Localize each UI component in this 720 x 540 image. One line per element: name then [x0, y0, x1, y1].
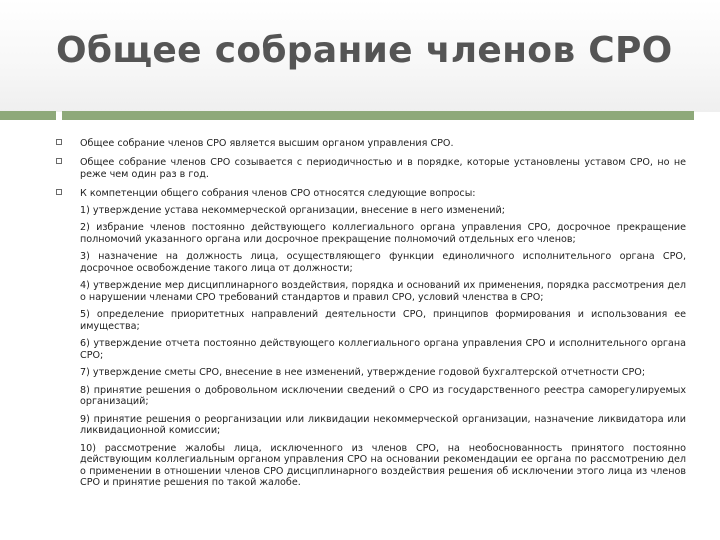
- competence-item: 1) утверждение устава некоммерческой организации, внесение в него изменений;: [80, 204, 505, 216]
- competence-item: 2) избрание членов постоянно действующего коллегиального органа управления СРО, досрочное прекращение полномочий указанного органа или досрочное прекращение полномочий отдельных его членов;: [80, 222, 686, 245]
- page-title: Общее собрание членов СРО: [56, 30, 673, 71]
- bullet-item: [56, 188, 686, 199]
- competence-item: 7) утверждение сметы СРО, внесение в нее изменений, утверждение годовой бухгалтерской отчетности СРО;: [80, 367, 646, 379]
- competence-item: 6) утверждение отчета постоянно действующего коллегиального органа управления СРО и исполнительного органа СРО;: [80, 338, 686, 361]
- bullet-item: [56, 157, 686, 180]
- competence-item: 3) назначение на должность лица, осуществляющего функции единоличного исполнительного органа СРО, досрочное освобождение такого лица от должности;: [80, 251, 686, 274]
- competence-item: 4) утверждение мер дисциплинарного воздействия, порядка и оснований их применения, порядка рассмотрения дел о нарушении членами СРО требований стандартов и правил СРО, условий членства в СРО;: [80, 280, 686, 303]
- bullet-item: [56, 138, 686, 149]
- competence-item: 5) определение приоритетных направлений деятельности СРО, принципов формирования и использования ее имущества;: [80, 309, 686, 332]
- bullet-text: К компетенции общего собрания членов СРО относятся следующие вопросы:: [80, 188, 476, 200]
- competence-item: 10) рассмотрение жалобы лица, исключенного из членов СРО, на необоснованность принятого постоянно действующим коллегиальным органом управления СРО на основании рекомендации ее органа по рассмотрению дел о применении в отношении членов СРО дисциплинарного воздействия решения об исключении этого лица из членов СРО и принятие решения по такой жалобе.: [80, 442, 686, 489]
- competence-item: 9) принятие решения о реорганизации или ликвидации некоммерческой организации, назначение ликвидатора или ликвидационной комиссии;: [80, 413, 686, 437]
- square-bullet-icon: [56, 189, 62, 195]
- square-bullet-icon: [56, 139, 62, 145]
- square-bullet-icon: [56, 158, 62, 164]
- slide-content: [56, 138, 686, 495]
- bullet-text: Общее собрание членов СРО является высшим органом управления СРО.: [80, 138, 454, 149]
- title-rule-left: [0, 111, 56, 120]
- bullet-text: Общее собрание членов СРО созывается с периодичностью и в порядке, которые установлены уставом СРО, но не реже чем один раз в год.: [80, 157, 686, 180]
- title-rule: [62, 111, 694, 120]
- competence-item: 8) принятие решения о добровольном исключении сведений о СРО из государственного реестра саморегулируемых организаций;: [80, 384, 686, 408]
